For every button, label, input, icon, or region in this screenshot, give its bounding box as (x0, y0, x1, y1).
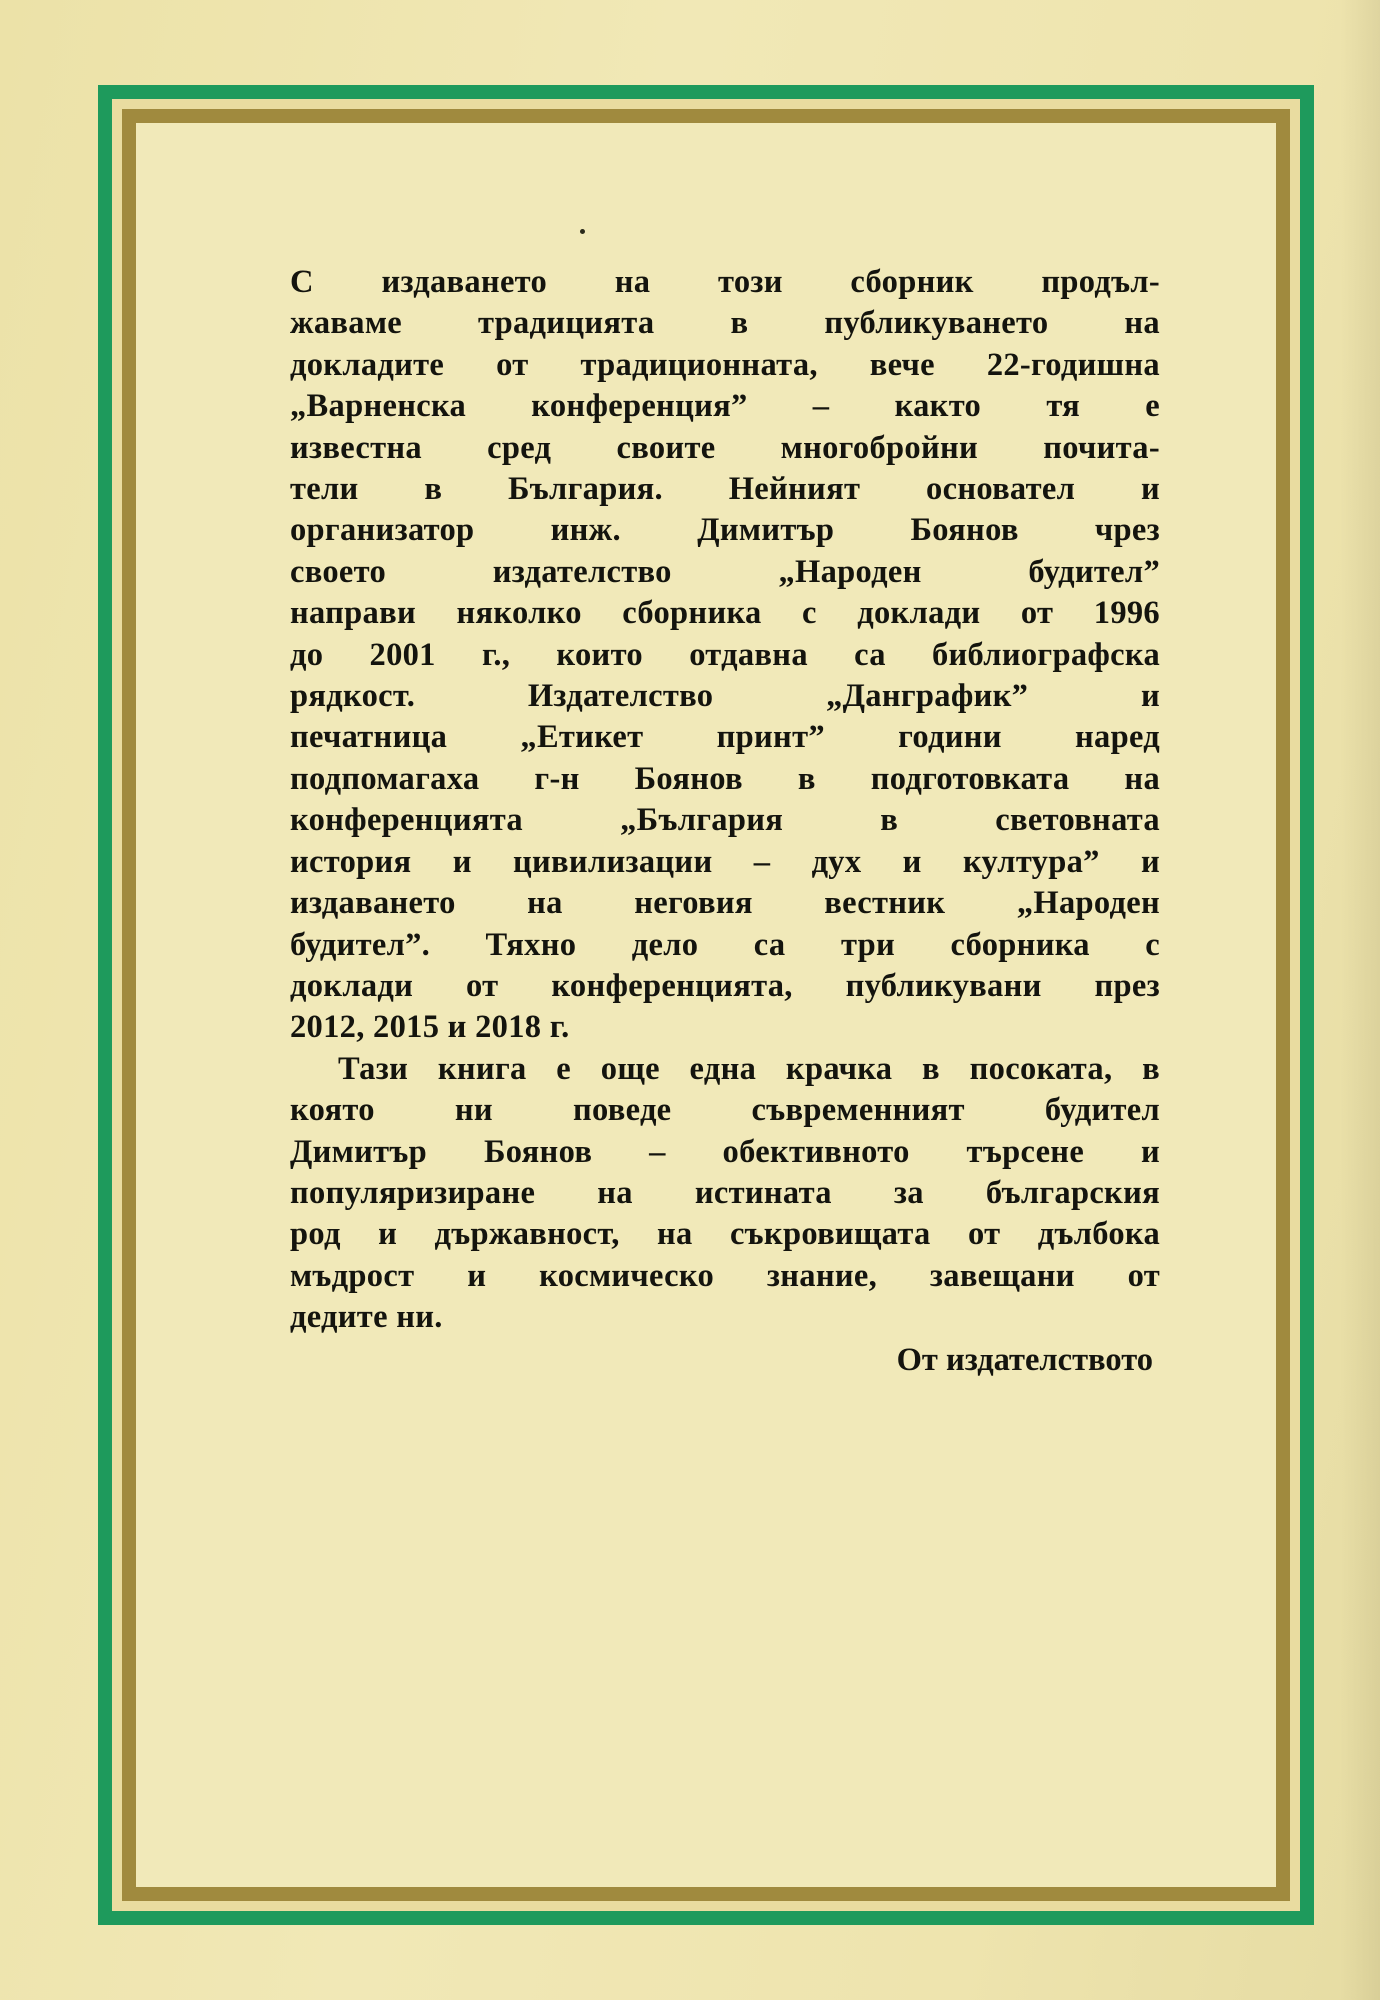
text-line: 2012, 2015 и 2018 г. (290, 1009, 570, 1046)
text-line: Тази книга е още една крачка в посоката, в (338, 1050, 1160, 1087)
text-line: будител”. Тяхно дело са три сборника с (290, 926, 1160, 963)
text-line: история и цивилизации – дух и култура” и (290, 843, 1160, 880)
text-line: печатница „Етикет принт” години наред (290, 719, 1160, 756)
text-line: С издаването на този сборник продъл- (290, 264, 1160, 300)
text-line: конференцията „България в световната (290, 802, 1160, 839)
text-line: до 2001 г., които отдавна са библиографска (290, 636, 1160, 673)
text-line: „Варненска конференция” – както тя е (290, 388, 1160, 425)
text-line: докладите от традиционната, вече 22-годишна (290, 346, 1160, 383)
text-line: подпомагаха г-н Боянов в подготовката на (290, 760, 1160, 797)
ink-speck (580, 229, 585, 234)
paragraph-2 (290, 1049, 1160, 1339)
text-line: популяризиране на истината за българския (290, 1174, 1160, 1211)
text-line: известна сред своите многобройни почита- (290, 429, 1160, 466)
text-line: която ни поведе съвременният будител (290, 1092, 1160, 1129)
publisher-signature: От издателството (896, 1342, 1153, 1378)
paragraph-1 (290, 262, 1160, 1049)
text-line: дедите ни. (290, 1299, 443, 1336)
text-line: жаваме традицията в публикуването на (290, 305, 1160, 342)
text-line: доклади от конференцията, публикувани през (290, 967, 1160, 1004)
text-line: своето издателство „Народен будител” (290, 553, 1160, 590)
text-line: Димитър Боянов – обективното търсене и (290, 1133, 1160, 1170)
text-line: направи няколко сборника с доклади от 1996 (290, 595, 1160, 632)
publisher-note (290, 262, 1160, 1339)
text-line: рядкост. Издателство „Данграфик” и (290, 678, 1160, 715)
text-line: тели в България. Нейният основател и (290, 471, 1160, 508)
cover-edge-shadow (1340, 0, 1380, 2000)
text-line: организатор инж. Димитър Боянов чрез (290, 512, 1160, 549)
text-line: издаването на неговия вестник „Народен (290, 885, 1160, 922)
text-line: род и държавност, на съкровищата от дълбока (290, 1216, 1160, 1253)
text-line: мъдрост и космическо знание, завещани от (290, 1257, 1160, 1294)
